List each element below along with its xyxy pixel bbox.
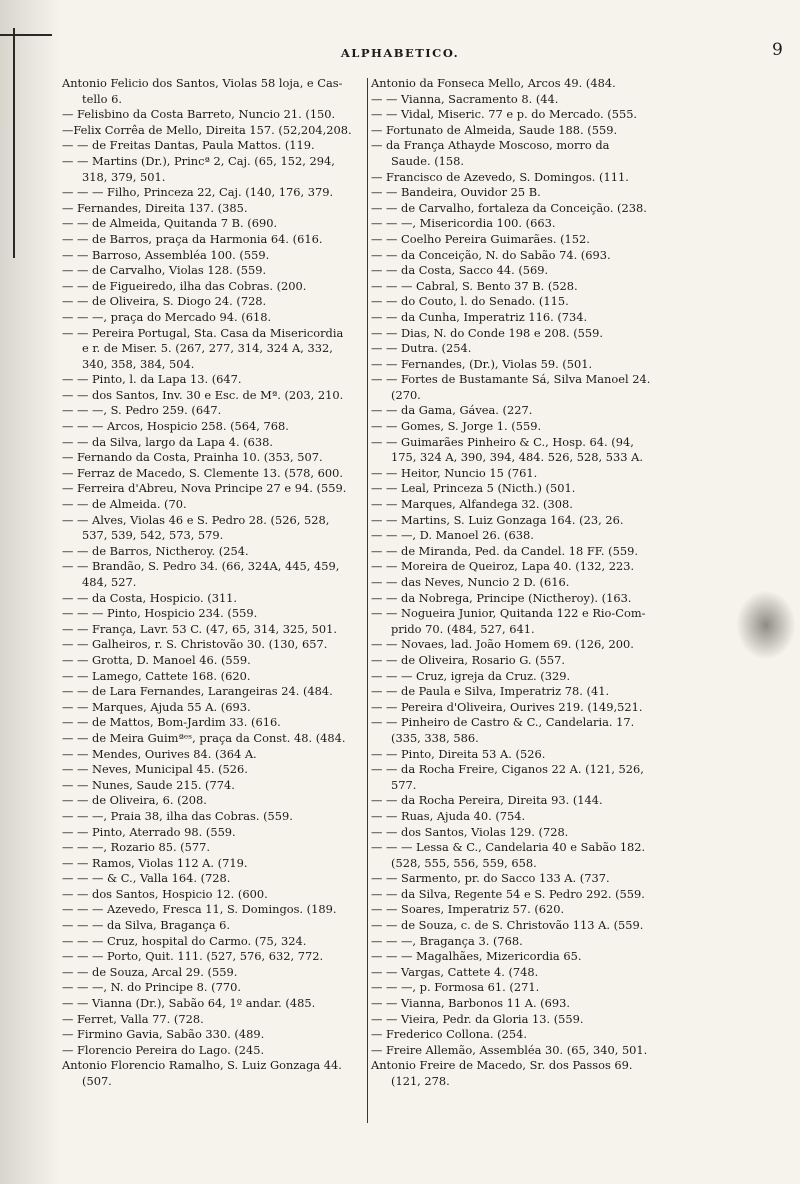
directory-entry-line: (507.: [82, 1074, 112, 1088]
directory-entry-line: — Frederico Collona. (254.: [371, 1027, 527, 1042]
directory-entry-line: — — Vargas, Cattete 4. (748.: [371, 964, 539, 979]
binding-mark: [13, 28, 15, 258]
directory-entry-line: — — Vidal, Miseric. 77 e p. do Mercado. (555.: [371, 107, 638, 122]
directory-entry-line: — — Vianna (Dr.), Sabão 64, 1º andar. (485.: [62, 996, 316, 1011]
directory-entry-line: — — de Freitas Dantas, Paula Mattos. (119.: [62, 138, 315, 153]
directory-entry-line: — — Dutra. (254.: [371, 341, 472, 356]
directory-entry-line: — — Pereira Portugal, Sta. Casa da Misericordia: [62, 325, 344, 340]
directory-entry-line: — Francisco de Azevedo, S. Domingos. (111.: [371, 169, 629, 184]
directory-entry-line: — — Galheiros, r. S. Christovão 30. (130, 657.: [62, 637, 328, 652]
directory-entry-line: tello 6.: [82, 91, 122, 106]
directory-entry-line: — — dos Santos, Violas 129. (728.: [371, 824, 569, 839]
directory-entry-line: — — de Barros, Nictheroy. (254.: [62, 543, 249, 558]
directory-entry-line: — — da Rocha Pereira, Direita 93. (144.: [371, 793, 603, 808]
directory-entry-line: — — —, Misericordia 100. (663.: [371, 216, 556, 231]
directory-entry-line: — — de Oliveira, S. Diogo 24. (728.: [62, 294, 267, 309]
directory-entry-line: — — Fernandes, (Dr.), Violas 59. (501.: [371, 356, 593, 371]
directory-entry-line: — — de Almeida, Quitanda 7 B. (690.: [62, 216, 278, 231]
directory-entry-line: — — — Magalhães, Mizericordia 65.: [371, 949, 582, 964]
directory-entry-line: — — — Porto, Quit. 111. (527, 576, 632, 772.: [62, 949, 324, 964]
directory-entry-line: (121, 278.: [391, 1074, 450, 1088]
directory-entry-line: — — da Conceição, N. do Sabão 74. (693.: [371, 247, 611, 262]
directory-entry-line: — — das Neves, Nuncio 2 D. (616.: [371, 575, 570, 589]
directory-entry-line: — — de Miranda, Ped. da Candel. 18 FF. (559.: [371, 543, 638, 558]
scan-shadow: [0, 0, 60, 1184]
directory-entry-line: — — da Costa, Sacco 44. (569.: [371, 263, 549, 278]
directory-entry-line: — — — Pinto, Hospicio 234. (559.: [62, 606, 258, 621]
directory-entry-line: — Florencio Pereira do Lago. (245.: [62, 1042, 265, 1057]
directory-entry-line: — Ferreira d'Abreu, Nova Principe 27 e 94. (559.: [62, 481, 347, 496]
directory-entry-line: — — de Oliveira, 6. (208.: [62, 793, 207, 808]
directory-entry-line: — — Marques, Ajuda 55 A. (693.: [62, 699, 251, 714]
directory-entry-line: 175, 324 A, 390, 394, 484. 526, 528, 533 A.: [391, 450, 643, 465]
directory-entry-line: — — Nunes, Saude 215. (774.: [62, 777, 235, 792]
directory-entry-line: 577.: [391, 777, 417, 792]
directory-entry-line: — — — Lessa & C., Candelaria 40 e Sabão 182.: [371, 840, 646, 855]
directory-entry-line: — — —, Rozario 85. (577.: [62, 840, 210, 855]
directory-entry-line: (335, 338, 586.: [391, 730, 479, 745]
directory-entry-line: Antonio Felicio dos Santos, Violas 58 loja, e Cas-: [62, 76, 343, 90]
directory-entry-line: — — Mendes, Ourives 84. (364 A.: [62, 746, 257, 761]
directory-entry-line: — — de Meira Guimªᵉˢ, praça da Const. 48. (484.: [62, 730, 346, 745]
directory-entry-line: — — Coelho Pereira Guimarães. (152.: [371, 231, 590, 246]
directory-entry-line: — — Novaes, lad. João Homem 69. (126, 200.: [371, 637, 634, 652]
directory-entry-line: — — de Oliveira, Rosario G. (557.: [371, 652, 565, 667]
page-number: 9: [772, 40, 783, 60]
directory-entry-line: — — —, Praia 38, ilha das Cobras. (559.: [62, 808, 293, 823]
directory-entry-line: — — Leal, Princeza 5 (Nicth.) (501.: [371, 481, 576, 496]
directory-entry-line: e r. de Miser. 5. (267, 277, 314, 324 A, 332,: [82, 341, 333, 356]
left-column: [62, 76, 377, 1090]
directory-entry-line: — — — Filho, Princeza 22, Caj. (140, 176, 379.: [62, 185, 334, 200]
directory-entry-line: — — Neves, Municipal 45. (526.: [62, 762, 248, 777]
directory-entry-line: — Ferret, Valla 77. (728.: [62, 1011, 204, 1026]
directory-entry-line: — — de Figueiredo, ilha das Cobras. (200.: [62, 278, 307, 293]
directory-entry-line: — — —, praça do Mercado 94. (618.: [62, 309, 272, 324]
directory-entry-line: — — da Silva, Regente 54 e S. Pedro 292. (559.: [371, 886, 645, 901]
directory-entry-line: — — —, D. Manoel 26. (638.: [371, 528, 534, 543]
binding-tick: [0, 34, 52, 36]
directory-entry-line: — — — Azevedo, Fresca 11, S. Domingos. (189.: [62, 902, 337, 917]
directory-entry-line: — — Guimarães Pinheiro & C., Hosp. 64. (94,: [371, 434, 634, 449]
directory-entry-line: — Ferraz de Macedo, S. Clemente 13. (578, 600.: [62, 465, 344, 480]
directory-entry-line: — — Dias, N. do Conde 198 e 208. (559.: [371, 325, 604, 340]
directory-entry-line: — — Moreira de Queiroz, Lapa 40. (132, 223.: [371, 559, 635, 574]
directory-entry-line: — — da Silva, largo da Lapa 4. (638.: [62, 434, 273, 449]
directory-entry-line: — — Gomes, S. Jorge 1. (559.: [371, 419, 542, 434]
directory-entry-line: — — Pinheiro de Castro & C., Candelaria. 17.: [371, 715, 635, 730]
directory-entry-line: — — — Cruz, hospital do Carmo. (75, 324.: [62, 933, 307, 948]
directory-entry-line: — — Soares, Imperatriz 57. (620.: [371, 902, 565, 917]
directory-entry-line: — — de Carvalho, Violas 128. (559.: [62, 263, 267, 278]
directory-entry-line: — — de Souza, Arcal 29. (559.: [62, 964, 238, 979]
directory-entry-line: — — — Cruz, igreja da Cruz. (329.: [371, 668, 571, 683]
directory-entry-line: — — — Cabral, S. Bento 37 B. (528.: [371, 278, 578, 293]
directory-entry-line: — — França, Lavr. 53 C. (47, 65, 314, 325, 501.: [62, 621, 338, 636]
directory-entry-line: — — — Arcos, Hospicio 258. (564, 768.: [62, 419, 289, 434]
directory-entry-line: — — de Almeida. (70.: [62, 497, 187, 512]
directory-entry-line: 537, 539, 542, 573, 579.: [82, 528, 224, 543]
directory-entry-line: — — de Paula e Silva, Imperatriz 78. (41.: [371, 684, 610, 699]
directory-entry-line: — — Marques, Alfandega 32. (308.: [371, 497, 573, 512]
directory-entry-line: — — de Souza, c. de S. Christovão 113 A. (559.: [371, 918, 644, 933]
directory-entry-line: — — Fortes de Bustamante Sá, Silva Manoel 24.: [371, 372, 651, 387]
directory-entry-line: Antonio Freire de Macedo, Sr. dos Passos 69.: [371, 1058, 633, 1073]
right-column: [371, 76, 701, 1090]
directory-entry-line: — — de Mattos, Bom-Jardim 33. (616.: [62, 715, 281, 730]
directory-entry-line: — — Martins, S. Luiz Gonzaga 164. (23, 26.: [371, 512, 624, 527]
directory-entry-line: — — —, S. Pedro 259. (647.: [62, 403, 222, 418]
directory-entry-line: — — Heitor, Nuncio 15 (761.: [371, 465, 538, 480]
directory-entry-line: — — — da Silva, Bragança 6.: [62, 918, 230, 933]
directory-entry-line: — Fernando da Costa, Prainha 10. (353, 507.: [62, 450, 323, 465]
directory-entry-line: — — Pereira d'Oliveira, Ourives 219. (149,521.: [371, 699, 643, 714]
directory-entry-line: — Freire Allemão, Assembléa 30. (65, 340, 501.: [371, 1042, 648, 1057]
directory-entry-line: Saude. (158.: [391, 153, 465, 168]
directory-entry-line: — — —, p. Formosa 61. (271.: [371, 980, 540, 995]
directory-entry-line: — — Martins (Dr.), Princª 2, Caj. (65, 152, 294,: [62, 153, 335, 168]
directory-entry-line: — — Bandeira, Ouvidor 25 B.: [371, 185, 541, 200]
directory-entry-line: — — Grotta, D. Manoel 46. (559.: [62, 652, 251, 667]
directory-entry-line: — — dos Santos, Inv. 30 e Esc. de Mª. (203, 210.: [62, 387, 344, 402]
directory-entry-line: — — dos Santos, Hospicio 12. (600.: [62, 886, 268, 901]
directory-entry-line: — — Pinto, l. da Lapa 13. (647.: [62, 372, 242, 387]
ink-smudge: [736, 590, 796, 660]
running-head: ALPHABETICO.: [340, 46, 460, 60]
directory-entry-line: — Fernandes, Direita 137. (385.: [62, 200, 248, 215]
directory-entry-line: — — da Cunha, Imperatriz 116. (734.: [371, 309, 588, 324]
directory-entry-line: Antonio Florencio Ramalho, S. Luiz Gonzaga 44.: [62, 1058, 342, 1073]
directory-entry-line: — — Barroso, Assembléa 100. (559.: [62, 247, 270, 262]
directory-entry-line: — — — & C., Valla 164. (728.: [62, 871, 231, 886]
directory-entry-line: (270.: [391, 387, 421, 402]
column-divider: [367, 78, 368, 1123]
directory-entry-line: — — Ramos, Violas 112 A. (719.: [62, 855, 248, 870]
directory-entry-line: — — do Couto, l. do Senado. (115.: [371, 294, 569, 309]
directory-entry-line: — — Pinto, Direita 53 A. (526.: [371, 746, 546, 761]
directory-entry-line: — — —, N. do Principe 8. (770.: [62, 980, 241, 995]
directory-entry-line: — Felisbino da Costa Barreto, Nuncio 21. (150.: [62, 107, 336, 122]
directory-entry-line: Antonio da Fonseca Mello, Arcos 49. (484.: [371, 76, 616, 90]
directory-entry-line: —Felix Corrêa de Mello, Direita 157. (52,204,208.: [62, 122, 352, 137]
directory-entry-line: (528, 555, 556, 559, 658.: [391, 855, 537, 870]
directory-entry-line: 340, 358, 384, 504.: [82, 356, 195, 371]
directory-entry-line: 318, 379, 501.: [82, 169, 166, 184]
directory-entry-line: — — Vianna, Sacramento 8. (44.: [371, 91, 559, 106]
directory-entry-line: — — Vianna, Barbonos 11 A. (693.: [371, 996, 570, 1011]
directory-entry-line: — — de Lara Fernandes, Larangeiras 24. (484.: [62, 684, 333, 699]
directory-entry-line: — — Ruas, Ajuda 40. (754.: [371, 808, 526, 823]
directory-entry-line: prido 70. (484, 527, 641.: [391, 621, 535, 636]
directory-entry-line: — — de Barros, praça da Harmonia 64. (616.: [62, 231, 323, 246]
directory-entry-line: — — de Carvalho, fortaleza da Conceição. (238.: [371, 200, 647, 215]
directory-entry-line: — — Vieira, Pedr. da Gloria 13. (559.: [371, 1011, 584, 1026]
directory-entry-line: — — Sarmento, pr. do Sacco 133 A. (737.: [371, 871, 610, 886]
directory-entry-line: — — da Costa, Hospicio. (311.: [62, 590, 238, 605]
directory-entry-line: — — da Rocha Freire, Ciganos 22 A. (121, 526,: [371, 762, 644, 777]
directory-entry-line: — — Pinto, Aterrado 98. (559.: [62, 824, 236, 839]
directory-entry-line: — — Brandão, S. Pedro 34. (66, 324A, 445, 459,: [62, 559, 340, 574]
directory-entry-line: — — Alves, Violas 46 e S. Pedro 28. (526, 528,: [62, 512, 330, 527]
directory-entry-line: — — —, Bragança 3. (768.: [371, 933, 523, 948]
directory-entry-line: — — Lamego, Cattete 168. (620.: [62, 668, 251, 683]
directory-entry-line: — — da Gama, Gávea. (227.: [371, 403, 533, 418]
directory-entry-line: — Firmino Gavia, Sabão 330. (489.: [62, 1027, 265, 1042]
directory-entry-line: — da França Athayde Moscoso, morro da: [371, 138, 610, 153]
directory-entry-line: — — Nogueira Junior, Quitanda 122 e Rio-Com-: [371, 606, 646, 621]
directory-entry-line: — Fortunato de Almeida, Saude 188. (559.: [371, 122, 618, 137]
directory-entry-line: — — da Nobrega, Principe (Nictheroy). (163.: [371, 590, 632, 605]
directory-entry-line: 484, 527.: [82, 575, 137, 589]
